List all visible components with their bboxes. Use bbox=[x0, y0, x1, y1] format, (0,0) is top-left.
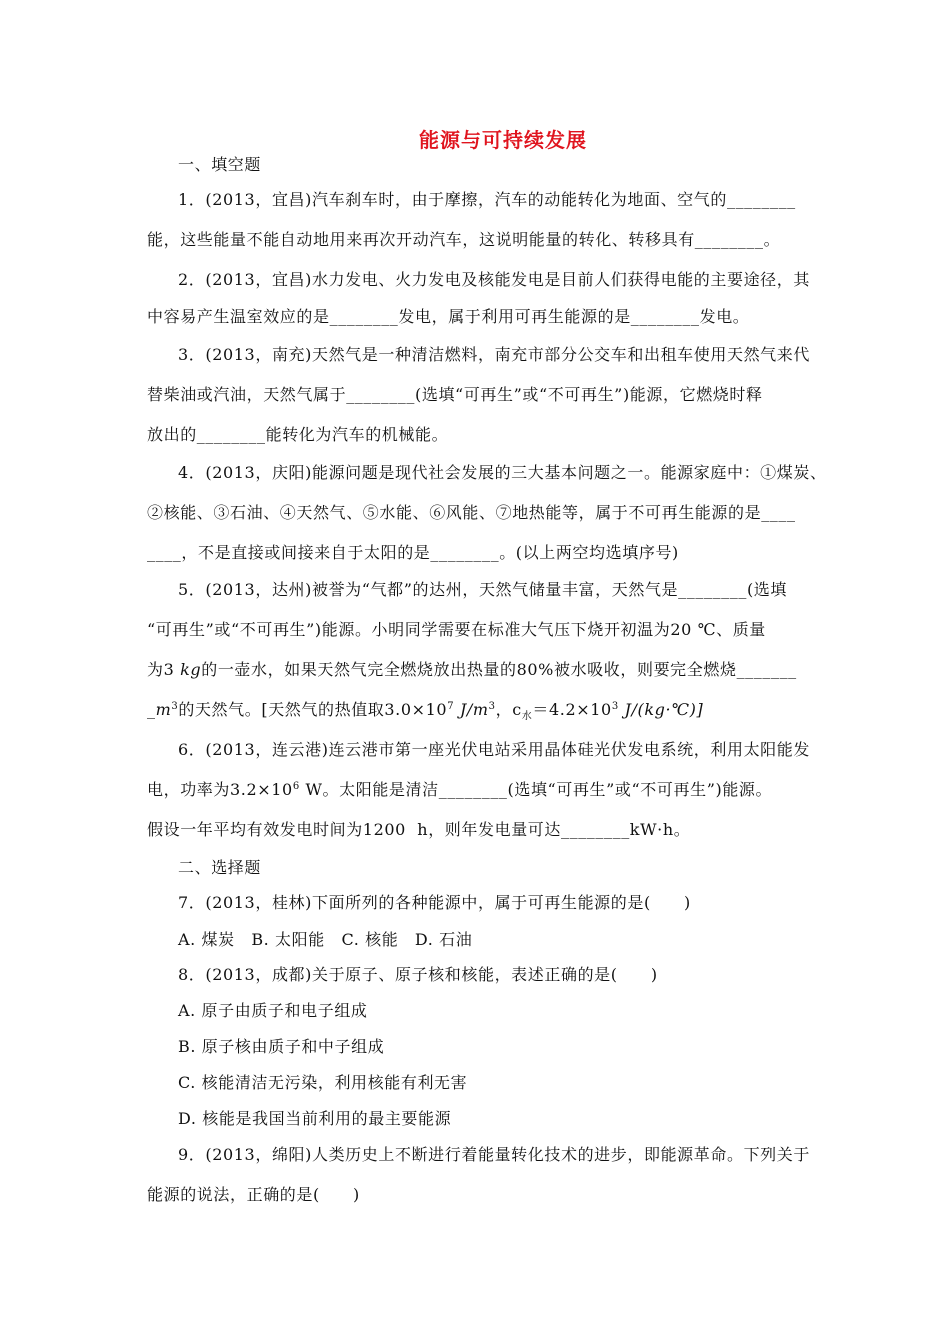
q7-options: A. 煤炭 B. 太阳能 C. 核能 D. 石油 bbox=[178, 930, 473, 949]
section-heading-fill-blank: 一、填空题 bbox=[178, 155, 262, 174]
q1-line1: 1．(2013，宜昌)汽车刹车时，由于摩擦，汽车的动能转化为地面、空气的________ bbox=[178, 190, 796, 209]
q9-line1: 9．(2013，绵阳)人类历史上不断进行着能量转化技术的进步，即能源革命。下列关于 bbox=[178, 1145, 810, 1164]
q1-line2: 能，这些能量不能自动地用来再次开动汽车，这说明能量的转化、转移具有________。 bbox=[147, 230, 781, 249]
q4-line2: ②核能、③石油、④天然气、⑤水能、⑥风能、⑦地热能等，属于不可再生能源的是____ bbox=[147, 503, 796, 522]
q5-line1: 5．(2013，达州)被誉为“气都”的达州，天然气储量丰富，天然气是________(选填 bbox=[178, 580, 787, 599]
q3-line2: 替柴油或汽油，天然气属于________(选填“可再生”或“不可再生”)能源，它燃烧时释 bbox=[147, 385, 763, 404]
q6-line3: 假设一年平均有效发电时间为1200 h，则年发电量可达________kW·h。 bbox=[147, 820, 691, 839]
section-heading-multiple-choice: 二、选择题 bbox=[178, 858, 262, 877]
q3-line3: 放出的________能转化为汽车的机械能。 bbox=[147, 425, 449, 444]
page-title: 能源与可持续发展 bbox=[419, 128, 587, 152]
q8-option-a: A. 原子由质子和电子组成 bbox=[178, 1001, 368, 1020]
q3-line1: 3．(2013，南充)天然气是一种清洁燃料，南充市部分公交车和出租车使用天然气来代 bbox=[178, 345, 810, 364]
q4-line3: ____，不是直接或间接来自于太阳的是________。(以上两空均选填序号) bbox=[147, 543, 679, 562]
q4-line1: 4．(2013，庆阳)能源问题是现代社会发展的三大基本问题之一。能源家庭中：①煤炭、 bbox=[178, 463, 827, 482]
q9-line2: 能源的说法，正确的是( ) bbox=[147, 1185, 360, 1204]
q8-option-b: B. 原子核由质子和中子组成 bbox=[178, 1037, 385, 1056]
q2-line1: 2．(2013，宜昌)水力发电、火力发电及核能发电是目前人们获得电能的主要途径，其 bbox=[178, 270, 810, 289]
q8-option-c: C. 核能清洁无污染，利用核能有利无害 bbox=[178, 1073, 468, 1092]
q5-line3: 为3 kg的一壶水，如果天然气完全燃烧放出热量的80%被水吸收，则要完全燃烧_______ bbox=[147, 660, 797, 679]
q6-line2: 电，功率为$3.2\times 10^6$ W。太阳能是清洁________(选填“可再生”或“不可再生”)能源。 bbox=[147, 780, 773, 799]
q8-option-d: D. 核能是我国当前利用的最主要能源 bbox=[178, 1109, 452, 1128]
q8-stem: 8．(2013，成都)关于原子、原子核和核能，表述正确的是( ) bbox=[178, 965, 658, 984]
q7-stem: 7．(2013，桂林)下面所列的各种能源中，属于可再生能源的是( ) bbox=[178, 893, 691, 912]
q5-line2: “可再生”或“不可再生”)能源。小明同学需要在标准大气压下烧开初温为20 ℃、质量 bbox=[147, 620, 766, 639]
q5-line4: $\_m^3$的天然气。[天然气的热值取$3.0\times 10^7$ $J/m^3$，$c_水=4.2\times 10^3$ J/(kg·℃)] bbox=[147, 700, 704, 723]
q2-line2: 中容易产生温室效应的是________发电，属于利用可再生能源的是________发电。 bbox=[147, 307, 750, 326]
q6-line1: 6．(2013，连云港)连云港市第一座光伏电站采用晶体硅光伏发电系统，利用太阳能发 bbox=[178, 740, 810, 759]
